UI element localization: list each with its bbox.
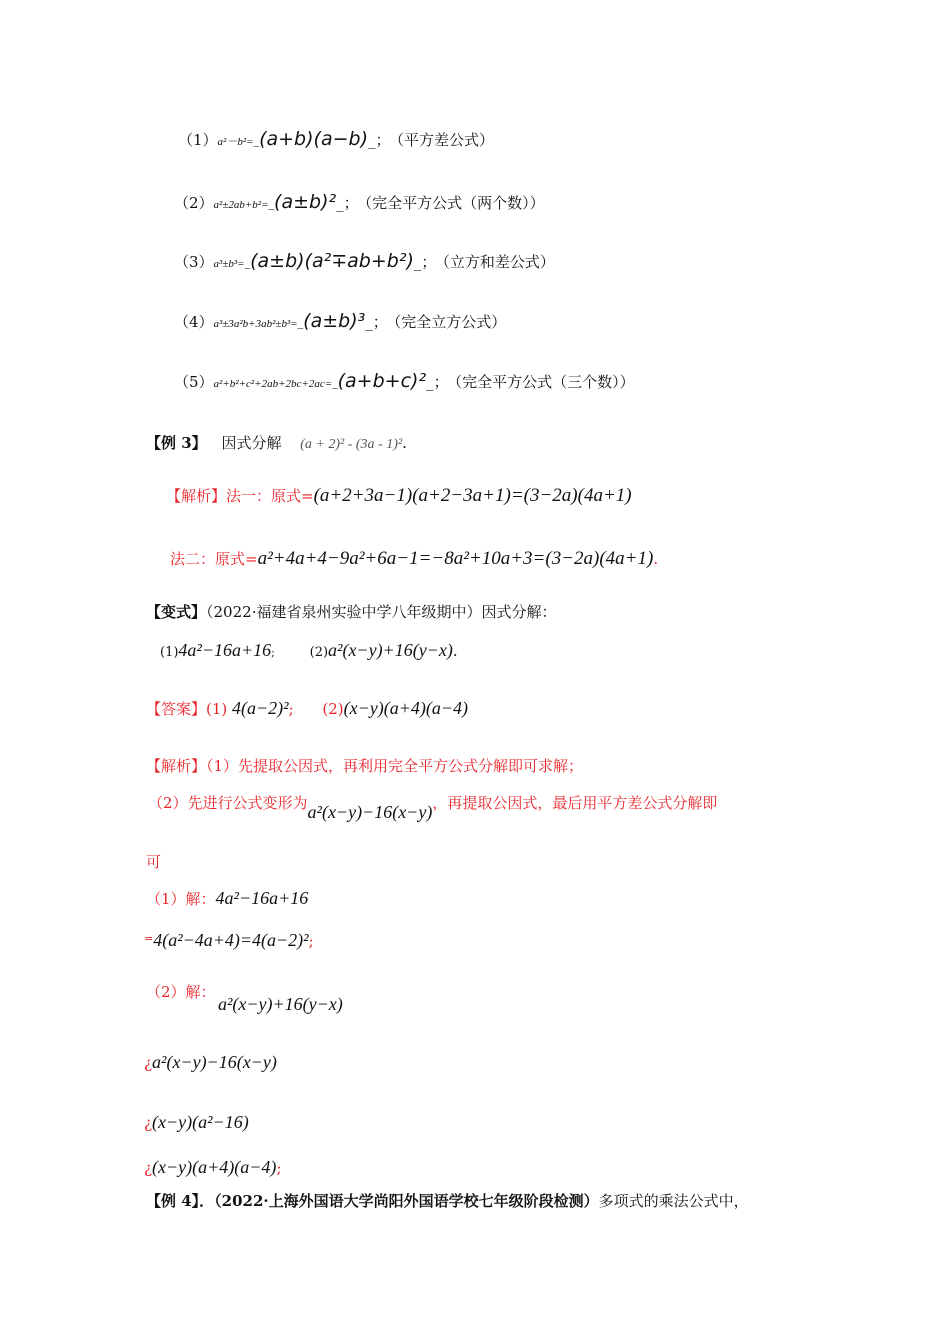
formula-2: （2）a²±2ab+b²=_(a±b)²_； （完全平方公式（两个数）） — [174, 191, 545, 213]
example3-solution1: 【解析】法一：原式=(a+2+3a−1)(a+2−3a+1)=(3−2a)(4a+1) — [166, 485, 632, 506]
work-step2-line1: ¿a²(x−y)−16(x−y) — [144, 1052, 277, 1072]
example3-solution2: 法二：原式=a²+4a+4−9a²+6a−1=−8a²+10a+3=(3−2a)(4a+1). — [170, 548, 659, 569]
work-step2-expr: a²(x−y)+16(y−x) — [218, 994, 343, 1014]
work-step1: （1）解：4a²−16a+16 — [146, 888, 309, 908]
formula-1: （1）a²－b²=_(a+b)(a−b)_； （平方差公式） — [178, 128, 495, 150]
answer-line: 【答案】(1) 4(a−2)²; (2)(x−y)(a+4)(a−4) — [146, 698, 469, 718]
formula-5: （5）a²+b²+c²+2ab+2bc+2ac=_(a+b+c)²_； （完全平方公式（三个数）） — [174, 370, 635, 392]
work-step2: （2）解： — [146, 983, 216, 1001]
work-step1b: =4(a²−4a+4)=4(a−2)²; — [144, 930, 314, 950]
analysis-line2: （2）先进行公式变形为a²(x−y)−16(x−y)，再提取公因式，最后用平方差公式分解即 — [148, 794, 718, 822]
example3-heading: 【例 3】 因式分解 (a + 2)² - (3a - 1)². — [146, 434, 407, 452]
formula-4: （4）a³±3a²b+3ab²±b³=_(a±b)³_； （完全立方公式） — [174, 310, 507, 332]
analysis-line3: 可 — [146, 853, 162, 871]
analysis-line1: 【解析】（1）先提取公因式，再利用完全平方公式分解即可求解； — [146, 757, 584, 775]
work-step2-line2: ¿(x−y)(a²−16) — [144, 1112, 249, 1132]
example4-heading: 【例 4】．（2022·上海外国语大学尚阳外国语学校七年级阶段检测）多项式的乘法公式中， — [146, 1192, 749, 1210]
variant-questions: (1)4a²−16a+16; (2)a²(x−y)+16(y−x). — [160, 640, 458, 660]
formula-3: （3）a³±b³=_(a±b)(a²∓ab+b²)_； （立方和差公式） — [174, 250, 555, 272]
variant-heading: 【变式】（2022·福建省泉州实验中学八年级期中）因式分解： — [146, 603, 557, 621]
work-step2-line3: ¿(x−y)(a+4)(a−4); — [144, 1157, 282, 1177]
